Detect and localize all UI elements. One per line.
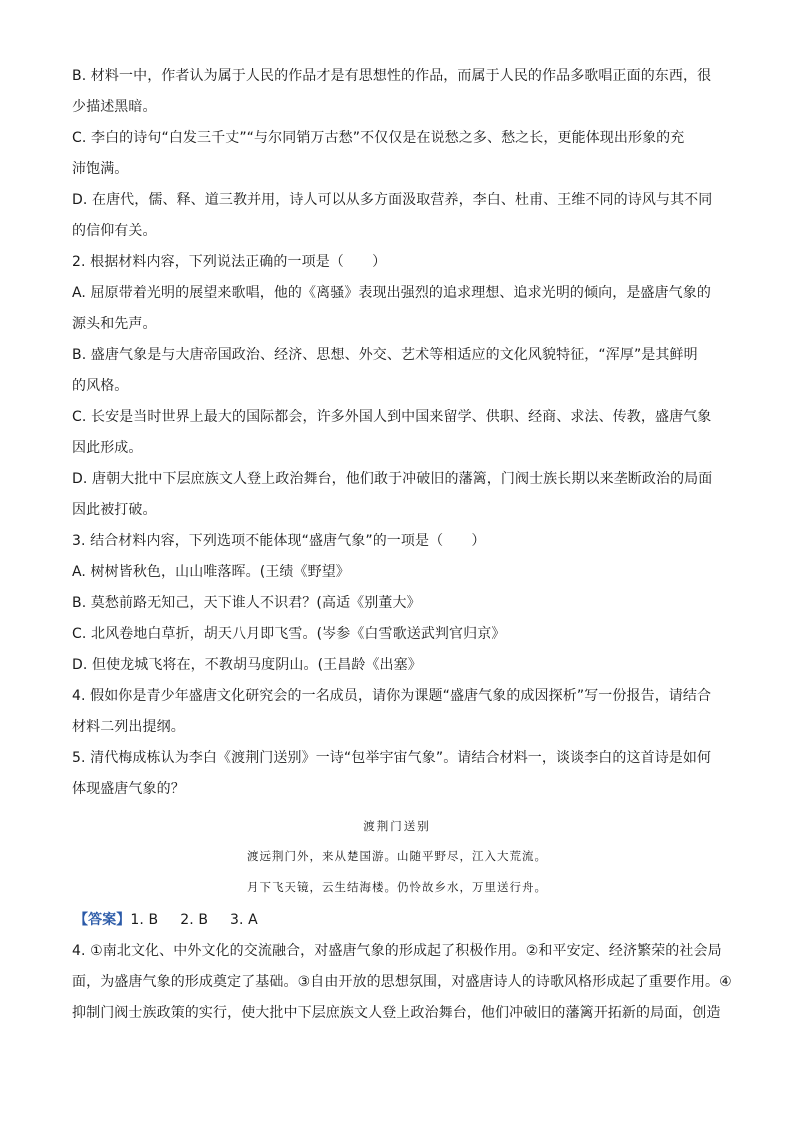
answer-line [74,910,724,930]
q2-option-a-line-2: 源头和先声。 [72,316,157,332]
q3-option-b: B. 莫愁前路无知己，天下谁人不识君？(高适《别董大》 [72,595,421,611]
q3-option-c: C. 北风卷地白草折，胡天八月即飞雪。(岑参《白雪歌送武判官归京》 [72,626,506,642]
question-5-line-2: 体现盛唐气象的？ [72,781,185,797]
question-3-stem: 3. 结合材料内容，下列选项不能体现“盛唐气象”的一项是（ ） [72,533,486,549]
option-c-line-2: 沛饱满。 [72,161,129,177]
answer-2: 2. B [180,912,209,928]
answer-4-line-3: 抑制门阀士族政策的实行，使大批中下层庶族文人登上政治舞台，他们冲破旧的藩篱开拓新的局面，创造 [72,1005,721,1021]
poem-title: 渡荆门送别 [363,819,431,833]
q2-option-a-line-1: A. 屈原带着光明的展望来歌唱，他的《离骚》表现出强烈的追求理想、追求光明的倾向，是盛唐气象的 [72,285,711,301]
question-2-stem: 2. 根据材料内容，下列说法正确的一项是（ ） [72,254,387,270]
question-4-line-2: 材料二列出提纲。 [72,719,185,735]
answer-4-line-2: 面，为盛唐气象的形成奠定了基础。③自由开放的思想氛围，对盛唐诗人的诗歌风格形成起了重要作用。④ [72,974,732,990]
q2-option-c-line-1: C. 长安是当时世界上最大的国际都会，许多外国人到中国来留学、供职、经商、求法、传教，盛唐气象 [72,409,712,425]
q2-option-d-line-1: D. 唐朝大批中下层庶族文人登上政治舞台，他们敢于冲破旧的藩篱，门阀士族长期以来垄断政治的局面 [72,471,713,487]
q2-option-c-line-2: 因此形成。 [72,440,143,456]
q2-option-b-line-1: B. 盛唐气象是与大唐帝国政治、经济、思想、外交、艺术等相适应的文化风貌特征，“浑厚”是其鲜明 [72,347,698,363]
option-d-line-2: 的信仰有关。 [72,223,157,239]
q2-option-b-line-2: 的风格。 [72,378,129,394]
option-b-line-2: 少描述黑暗。 [72,99,157,115]
answer-1: 1. B [130,912,159,928]
q2-option-d-line-2: 因此被打破。 [72,502,157,518]
option-b-line-1: B. 材料一中，作者认为属于人民的作品才是有思想性的作品，而属于人民的作品多歌唱正面的东西，很 [72,68,712,84]
answer-tag: 【答案】 [74,912,131,928]
option-d-line-1: D. 在唐代，儒、释、道三教并用，诗人可以从多方面汲取营养，李白、杜甫、王维不同的诗风与其不同 [72,192,713,208]
poem-line-2: 月下飞天镜，云生结海楼。仍怜故乡水，万里送行舟。 [247,880,547,894]
poem-line-1: 渡远荆门外，来从楚国游。山随平野尽，江入大荒流。 [247,849,547,863]
question-5-line-1: 5. 清代梅成栋认为李白《渡荆门送别》一诗“包举宇宙气象”。请结合材料一，谈谈李白的这首诗是如何 [72,750,712,766]
option-c-line-1: C. 李白的诗句“白发三千丈”“与尔同销万古愁”不仅仅是在说愁之多、愁之长，更能体现出形象的充 [72,130,685,146]
answer-3: 3. A [230,912,258,928]
question-4-line-1: 4. 假如你是青少年盛唐文化研究会的一名成员，请你为课题“盛唐气象的成因探析”写一份报告，请结合 [72,688,712,704]
q3-option-d: D. 但使龙城飞将在，不教胡马度阴山。(王昌龄《出塞》 [72,657,422,673]
answer-4-line-1: 4. ①南北文化、中外文化的交流融合，对盛唐气象的形成起了积极作用。②和平安定、经济繁荣的社会局 [72,943,722,959]
q3-option-a: A. 树树皆秋色，山山唯落晖。(王绩《野望》 [72,564,350,580]
